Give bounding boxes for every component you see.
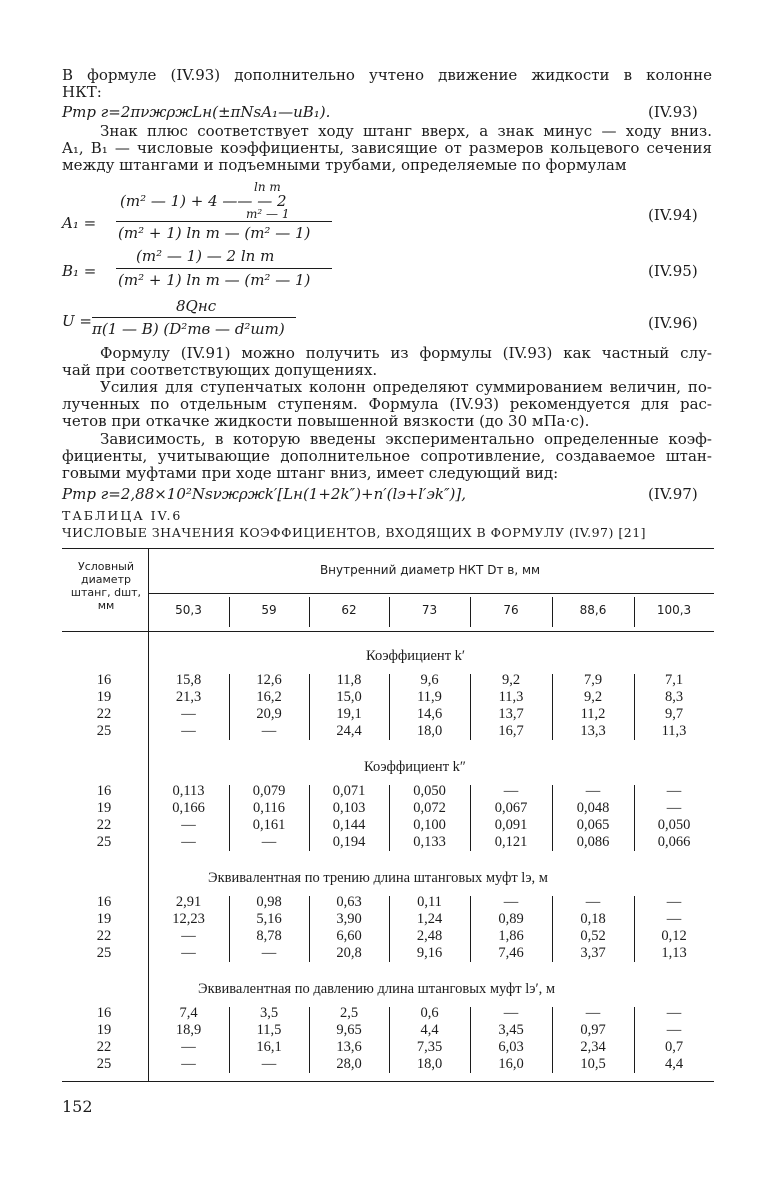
table-cell: 0,072 bbox=[413, 800, 446, 816]
section-title: Коэффициент k″ bbox=[364, 759, 466, 775]
table-cell: 1,86 bbox=[498, 928, 524, 944]
column-separator bbox=[389, 785, 390, 851]
paragraph-line: В формуле (IV.93) дополнительно учтено движение жидкости в колонне bbox=[62, 66, 712, 84]
paragraph-line: Формулу (IV.91) можно получить из формулы (IV.93) как частный слу- bbox=[100, 344, 712, 362]
rod-diameter-cell: 19 bbox=[96, 911, 112, 927]
paragraph-line: между штангами и подъемными трубами, определяемые по формулам bbox=[62, 156, 627, 174]
table-cell: 0,52 bbox=[580, 928, 606, 944]
table-cell: 9,2 bbox=[583, 689, 603, 705]
table-cell: 13,3 bbox=[580, 723, 606, 739]
table-cell: 0,133 bbox=[413, 834, 446, 850]
column-separator bbox=[389, 674, 390, 740]
table-cell: 12,6 bbox=[256, 672, 282, 688]
table-cell: 10,5 bbox=[580, 1056, 606, 1072]
column-separator bbox=[309, 674, 310, 740]
equation-iv97: Pтр г=2,88×10²Nsνжρжk′[Lн(1+2k″)+n′(lэ+l′эk″)], bbox=[62, 485, 467, 503]
equation-denominator: (m² + 1) ln m — (m² — 1) bbox=[118, 224, 311, 242]
paragraph-line: Знак плюс соответствует ходу штанг вверх, а знак минус — ходу вниз. bbox=[100, 122, 712, 140]
table-cell: 1,24 bbox=[416, 911, 443, 927]
table-cell: 9,2 bbox=[501, 672, 521, 688]
table-cell: 6,03 bbox=[498, 1039, 524, 1055]
column-separator bbox=[229, 674, 230, 740]
table-cell: 2,5 bbox=[339, 1005, 359, 1021]
rod-diameter-cell: 19 bbox=[96, 800, 112, 816]
column-separator bbox=[229, 785, 230, 851]
table-cell: 0,079 bbox=[252, 783, 286, 799]
table-cell: 20,9 bbox=[256, 706, 282, 722]
rod-diameter-cell: 19 bbox=[96, 1022, 112, 1038]
rod-diameter-cell: 25 bbox=[96, 723, 112, 739]
table-cell: — bbox=[181, 817, 196, 833]
table-cell: 16,0 bbox=[498, 1056, 524, 1072]
table-cell: 0,11 bbox=[417, 894, 442, 910]
table-cell: 8,78 bbox=[256, 928, 282, 944]
column-separator bbox=[229, 597, 230, 627]
table-cell: 0,98 bbox=[256, 894, 282, 910]
rod-diameter-cell: 22 bbox=[96, 706, 112, 722]
table-cell: — bbox=[181, 928, 196, 944]
table-cell: 0,066 bbox=[657, 834, 691, 850]
table-cell: 1,13 bbox=[661, 945, 687, 961]
equation-denominator: π(1 — B) (D²тв — d²шт) bbox=[92, 320, 285, 338]
equation-numerator: (m² — 1) + 4 —— — 2 bbox=[120, 192, 287, 210]
paragraph-line: говыми муфтами при ходе штанг вниз, имеет следующий вид: bbox=[62, 464, 559, 482]
column-separator bbox=[470, 597, 471, 627]
table-cell: 0,100 bbox=[413, 817, 446, 833]
column-separator bbox=[634, 785, 635, 851]
table-cell: — bbox=[585, 783, 601, 799]
table-cell: — bbox=[503, 1005, 519, 1021]
equation-lhs: U = bbox=[62, 312, 92, 330]
table-cell: 0,97 bbox=[580, 1022, 606, 1038]
table-cell: 7,9 bbox=[583, 672, 603, 688]
table-cell: 19,1 bbox=[336, 706, 362, 722]
table-cell: 13,7 bbox=[498, 706, 524, 722]
table-cell: 12,23 bbox=[172, 911, 205, 927]
column-separator bbox=[229, 1007, 230, 1073]
paragraph-line: лученных по отдельным ступеням. Формула (IV.93) рекомендуется для рас- bbox=[62, 395, 712, 413]
table-cell: 9,7 bbox=[664, 706, 684, 722]
table-cell: 0,6 bbox=[420, 1005, 439, 1021]
column-separator bbox=[389, 597, 390, 627]
column-separator bbox=[470, 1007, 471, 1073]
table-cell: 11,8 bbox=[336, 672, 362, 688]
column-separator bbox=[634, 597, 635, 627]
column-separator bbox=[309, 597, 310, 627]
table-cell: 0,12 bbox=[661, 928, 687, 944]
table-cell: 2,48 bbox=[416, 928, 443, 944]
rod-diameter-cell: 19 bbox=[96, 689, 112, 705]
table-cell: 0,048 bbox=[576, 800, 610, 816]
column-separator bbox=[470, 896, 471, 962]
table-cell: 18,9 bbox=[175, 1022, 202, 1038]
table-cell: 0,113 bbox=[172, 783, 205, 799]
table-cell: 11,3 bbox=[498, 689, 524, 705]
equation-iv93: Pтр г=2πνжρжLн(±πNsA₁—uB₁). bbox=[62, 103, 331, 121]
table-cell: — bbox=[181, 834, 196, 850]
equation-number: (IV.95) bbox=[648, 262, 698, 280]
column-header: 76 bbox=[503, 603, 519, 617]
table-cell: 0,116 bbox=[252, 800, 286, 816]
table-cell: — bbox=[261, 1056, 277, 1072]
table-cell: 3,45 bbox=[498, 1022, 524, 1038]
table-cell: 0,067 bbox=[494, 800, 528, 816]
table-cell: 15,8 bbox=[175, 672, 202, 688]
table-cell: 0,091 bbox=[494, 817, 528, 833]
table-cell: — bbox=[181, 1056, 196, 1072]
column-separator bbox=[552, 785, 553, 851]
equation-part: m² — 1 bbox=[246, 207, 290, 221]
table-cell: — bbox=[666, 1005, 682, 1021]
table-cell: 9,6 bbox=[420, 672, 439, 688]
table-cell: — bbox=[666, 1022, 682, 1038]
table-cell: 0,103 bbox=[332, 800, 366, 816]
table-cell: 16,1 bbox=[256, 1039, 282, 1055]
table-cell: 9,16 bbox=[416, 945, 443, 961]
equation-number: (IV.96) bbox=[648, 314, 698, 332]
table-cell: 3,90 bbox=[336, 911, 362, 927]
section-title: Коэффициент k′ bbox=[366, 648, 466, 664]
table-cell: — bbox=[181, 1039, 196, 1055]
column-header: 100,3 bbox=[656, 603, 692, 617]
table-cell: 0,050 bbox=[657, 817, 691, 833]
column-separator bbox=[552, 597, 553, 627]
table-rule-bottom bbox=[62, 1081, 714, 1082]
table-cell: 28,0 bbox=[336, 1056, 362, 1072]
table-cell: 7,46 bbox=[498, 945, 524, 961]
column-separator bbox=[309, 785, 310, 851]
table-cell: — bbox=[666, 783, 682, 799]
table-cell: 0,194 bbox=[332, 834, 366, 850]
paragraph-line: чай при соответствующих допущениях. bbox=[62, 361, 378, 379]
rod-diameter-cell: 16 bbox=[96, 1005, 112, 1021]
column-header: 62 bbox=[341, 603, 357, 617]
paragraph-line: A₁, B₁ — числовые коэффициенты, зависящие от размеров кольцевого сечения bbox=[62, 139, 712, 157]
table-cell: 11,2 bbox=[580, 706, 606, 722]
table-cell: 0,161 bbox=[252, 817, 286, 833]
table-cell: 2,91 bbox=[175, 894, 202, 910]
rod-diameter-cell: 25 bbox=[96, 834, 112, 850]
paragraph-line: четов при откачке жидкости повышенной вязкости (до 30 мПа·с). bbox=[62, 412, 590, 430]
column-separator bbox=[470, 674, 471, 740]
table-cell: 21,3 bbox=[175, 689, 202, 705]
table-cell: 7,4 bbox=[179, 1005, 198, 1021]
table-cell: 14,6 bbox=[416, 706, 443, 722]
column-separator bbox=[552, 674, 553, 740]
table-cell: 7,1 bbox=[664, 672, 684, 688]
table-cell: 6,60 bbox=[336, 928, 362, 944]
table-label: ТАБЛИЦА IV.6 bbox=[62, 508, 183, 523]
equation-part: ln m bbox=[254, 180, 281, 194]
table-cell: 0,89 bbox=[498, 911, 524, 927]
column-header: 50,3 bbox=[175, 603, 202, 617]
table-rule-top bbox=[62, 548, 714, 549]
table-cell: 24,4 bbox=[336, 723, 362, 739]
equation-numerator: 8Qнс bbox=[176, 297, 217, 315]
table-cell: 11,5 bbox=[256, 1022, 282, 1038]
column-separator bbox=[552, 1007, 553, 1073]
fraction-bar bbox=[92, 317, 296, 318]
table-rule bbox=[148, 593, 714, 594]
page-number: 152 bbox=[62, 1097, 93, 1116]
table-cell: 18,0 bbox=[416, 1056, 443, 1072]
table-cell: 3,37 bbox=[580, 945, 606, 961]
section-title: Эквивалентная по трению длина штанговых муфт lэ, м bbox=[208, 870, 548, 886]
table-cell: — bbox=[503, 894, 519, 910]
table-cell: 2,34 bbox=[580, 1039, 606, 1055]
table-cell: 16,7 bbox=[498, 723, 524, 739]
column-separator bbox=[634, 1007, 635, 1073]
table-cell: 0,050 bbox=[413, 783, 446, 799]
paragraph-line: Усилия для ступенчатых колонн определяют суммированием величин, по- bbox=[100, 378, 712, 396]
table-cell: — bbox=[181, 723, 196, 739]
column-group-header: Внутренний диаметр НКТ Dт в, мм bbox=[319, 563, 541, 577]
column-separator bbox=[634, 896, 635, 962]
equation-number: (IV.97) bbox=[648, 485, 698, 503]
table-title: ЧИСЛОВЫЕ ЗНАЧЕНИЯ КОЭФФИЦИЕНТОВ, ВХОДЯЩИХ В ФОРМУЛУ (IV.97) [21] bbox=[62, 525, 647, 540]
column-separator bbox=[309, 1007, 310, 1073]
table-cell: 16,2 bbox=[256, 689, 282, 705]
column-separator bbox=[389, 896, 390, 962]
column-separator bbox=[309, 896, 310, 962]
table-cell: 4,4 bbox=[420, 1022, 439, 1038]
rod-diameter-cell: 22 bbox=[96, 928, 112, 944]
rod-diameter-cell: 22 bbox=[96, 817, 112, 833]
equation-lhs: A₁ = bbox=[62, 214, 97, 232]
column-separator bbox=[229, 896, 230, 962]
table-cell: — bbox=[666, 911, 682, 927]
table-cell: — bbox=[503, 783, 519, 799]
paragraph-line: фициенты, учитывающие дополнительное сопротивление, создаваемое штан- bbox=[62, 447, 712, 465]
table-cell: — bbox=[585, 894, 601, 910]
table-cell: 0,63 bbox=[336, 894, 362, 910]
section-title: Эквивалентная по давлению длина штанговых муфт lэ′, м bbox=[198, 981, 556, 997]
table-cell: 20,8 bbox=[336, 945, 362, 961]
column-separator bbox=[470, 785, 471, 851]
table-cell: 0,18 bbox=[580, 911, 606, 927]
paragraph-line: НКТ: bbox=[62, 83, 102, 101]
equation-number: (IV.94) bbox=[648, 206, 698, 224]
table-cell: 0,144 bbox=[332, 817, 366, 833]
column-separator bbox=[389, 1007, 390, 1073]
table-cell: 11,9 bbox=[417, 689, 442, 705]
fraction-bar bbox=[116, 268, 332, 269]
table-cell: — bbox=[261, 723, 277, 739]
rod-diameter-cell: 16 bbox=[96, 672, 112, 688]
table-cell: 7,35 bbox=[416, 1039, 443, 1055]
table-cell: 0,065 bbox=[576, 817, 610, 833]
column-separator bbox=[634, 674, 635, 740]
equation-numerator: (m² — 1) — 2 ln m bbox=[136, 247, 275, 265]
table-cell: — bbox=[666, 894, 682, 910]
table-cell: 18,0 bbox=[416, 723, 443, 739]
table-cell: 11,3 bbox=[661, 723, 687, 739]
table-cell: 13,6 bbox=[336, 1039, 362, 1055]
table-rule-header bbox=[62, 631, 714, 632]
rod-diameter-cell: 25 bbox=[96, 945, 112, 961]
table-cell: 0,086 bbox=[576, 834, 610, 850]
table-cell: — bbox=[585, 1005, 601, 1021]
rod-diameter-cell: 22 bbox=[96, 1039, 112, 1055]
table-cell: 8,3 bbox=[664, 689, 684, 705]
table-cell: — bbox=[666, 800, 682, 816]
table-cell: 5,16 bbox=[256, 911, 282, 927]
rod-diameter-cell: 16 bbox=[96, 783, 112, 799]
table-cell: 3,5 bbox=[259, 1005, 279, 1021]
table-cell: — bbox=[181, 945, 196, 961]
table-cell: 0,071 bbox=[332, 783, 366, 799]
equation-number: (IV.93) bbox=[648, 103, 698, 121]
table-cell: — bbox=[261, 834, 277, 850]
rod-diameter-cell: 16 bbox=[96, 894, 112, 910]
column-header: 59 bbox=[261, 603, 277, 617]
column-separator bbox=[552, 896, 553, 962]
table-cell: — bbox=[261, 945, 277, 961]
table-cell: — bbox=[181, 706, 196, 722]
column-header: 73 bbox=[421, 603, 438, 617]
table-cell: 4,4 bbox=[664, 1056, 684, 1072]
rod-diameter-cell: 25 bbox=[96, 1056, 112, 1072]
paragraph-line: Зависимость, в которую введены экспериментально определенные коэф- bbox=[100, 430, 712, 448]
equation-denominator: (m² + 1) ln m — (m² — 1) bbox=[118, 271, 311, 289]
column-header: 88,6 bbox=[579, 603, 607, 617]
fraction-bar bbox=[116, 221, 332, 222]
equation-lhs: B₁ = bbox=[62, 262, 97, 280]
table-cell: 0,121 bbox=[494, 834, 528, 850]
table-cell: 9,65 bbox=[336, 1022, 362, 1038]
table-cell: 0,7 bbox=[664, 1039, 684, 1055]
table-cell: 0,166 bbox=[172, 800, 205, 816]
row-header: Условный диаметр штанг, dшт, мм bbox=[70, 560, 142, 612]
table-cell: 15,0 bbox=[336, 689, 362, 705]
